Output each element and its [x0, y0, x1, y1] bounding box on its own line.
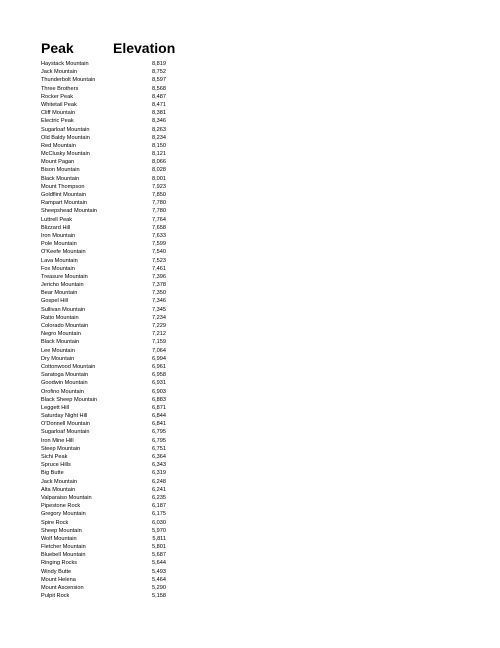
table-row — [41, 388, 166, 396]
peak-name-cell: Cliff Mountain — [41, 110, 76, 117]
peak-name-cell: O'Donnell Mountain — [41, 421, 90, 428]
table-row — [41, 166, 166, 174]
table-row — [41, 322, 166, 330]
elevation-cell: 6,903 — [152, 388, 166, 395]
elevation-cell: 7,064 — [152, 347, 166, 354]
table-row — [41, 461, 166, 469]
table-row — [41, 150, 166, 158]
peak-name-cell: Black Sheep Mountain — [41, 396, 97, 403]
elevation-cell: 5,644 — [152, 560, 166, 567]
elevation-cell: 6,931 — [152, 380, 166, 387]
table-row — [41, 371, 166, 379]
peak-name-cell: Jack Mountain — [41, 478, 78, 485]
table-row — [41, 347, 166, 355]
table-row — [41, 289, 166, 297]
table-row — [41, 437, 166, 445]
table-row — [41, 101, 166, 109]
elevation-cell: 6,175 — [152, 511, 166, 518]
table-row — [41, 297, 166, 305]
peak-name-cell: Valparaiso Mountain — [41, 494, 92, 501]
table-row — [41, 428, 166, 436]
elevation-cell: 8,819 — [152, 61, 166, 67]
table-row — [41, 216, 166, 224]
elevation-cell: 8,752 — [152, 69, 166, 76]
peak-name-cell: Black Mountain — [41, 175, 80, 182]
peak-name-cell: Mount Helena — [41, 576, 76, 583]
peak-name-cell: Red Mountain — [41, 142, 76, 149]
table-row — [41, 76, 166, 84]
table-row — [41, 199, 166, 207]
peak-name-cell: Haystack Mountain — [41, 61, 89, 67]
elevation-cell: 6,883 — [152, 396, 166, 403]
table-row — [41, 527, 166, 535]
elevation-cell: 6,841 — [152, 421, 166, 428]
table-row — [41, 494, 166, 502]
table-row — [41, 568, 166, 576]
elevation-cell: 5,493 — [152, 568, 166, 575]
peak-name-cell: McClusky Mountain — [41, 151, 90, 158]
table-row — [41, 60, 166, 68]
table-row — [41, 478, 166, 486]
peak-name-cell: Orofino Mountain — [41, 388, 84, 395]
peak-name-cell: Gospel Hill — [41, 298, 69, 305]
peak-name-cell: Whitetail Peak — [41, 101, 77, 108]
elevation-cell: 7,234 — [152, 314, 166, 321]
peak-name-cell: Sugarloaf Mountain — [41, 126, 90, 133]
elevation-cell: 7,212 — [152, 331, 166, 338]
peak-name-cell: Black Mountain — [41, 339, 80, 346]
table-row — [41, 543, 166, 551]
peak-name-cell: Iron Mine Hill — [41, 437, 74, 444]
elevation-cell: 6,961 — [152, 363, 166, 370]
table-row — [41, 445, 166, 453]
elevation-cell: 6,187 — [152, 503, 166, 510]
peak-name-cell: Windy Butte — [41, 568, 72, 575]
elevation-cell: 5,464 — [152, 576, 166, 583]
table-row — [41, 183, 166, 191]
elevation-cell: 5,290 — [152, 585, 166, 591]
peak-name-cell: Blizzard Hill — [41, 224, 71, 231]
peak-name-cell: Old Baldy Mountain — [41, 134, 90, 141]
peak-name-cell: Jack Mountain — [41, 69, 78, 76]
table-row — [41, 576, 166, 584]
elevation-cell: 6,994 — [152, 355, 166, 362]
peak-name-cell: Negro Mountain — [41, 331, 81, 338]
peak-name-cell: O'Keefe Mountain — [41, 249, 86, 256]
peak-name-cell: Fletcher Mountain — [41, 544, 86, 551]
elevation-cell: 8,150 — [152, 142, 166, 149]
table-row — [41, 257, 166, 265]
peak-name-cell: Treasure Mountain — [41, 273, 88, 280]
elevation-cell: 6,795 — [152, 437, 166, 444]
elevation-cell: 7,923 — [152, 183, 166, 190]
table-row — [41, 93, 166, 101]
elevation-cell: 8,471 — [152, 101, 166, 108]
table-row — [41, 355, 166, 363]
peak-name-cell: Pipestone Rock — [41, 503, 81, 510]
table-row — [41, 175, 166, 183]
elevation-cell: 5,801 — [152, 544, 166, 551]
peak-name-cell: Mount Ascension — [41, 585, 84, 591]
elevation-cell: 5,811 — [152, 535, 166, 542]
peak-name-cell: Steep Mountain — [41, 445, 81, 452]
table-row — [41, 248, 166, 256]
elevation-cell: 8,028 — [152, 167, 166, 174]
elevation-cell: 7,345 — [152, 306, 166, 313]
peak-name-cell: Three Brothers — [41, 85, 79, 92]
peak-name-cell: Cottonwood Mountain — [41, 363, 96, 370]
table-row — [41, 85, 166, 93]
elevation-cell: 6,844 — [152, 413, 166, 420]
elevation-column-header: Elevation — [113, 40, 176, 56]
peak-name-cell: Luttrell Peak — [41, 216, 73, 223]
table-row — [41, 535, 166, 543]
peak-name-cell: Sugarloaf Mountain — [41, 429, 90, 436]
table-row — [41, 453, 166, 461]
elevation-cell: 6,241 — [152, 486, 166, 493]
peak-column-header: Peak — [41, 40, 74, 56]
elevation-cell: 7,658 — [152, 224, 166, 231]
table-row — [41, 224, 166, 232]
table-row — [41, 559, 166, 567]
elevation-cell: 5,970 — [152, 527, 166, 534]
peak-name-cell: Pole Mountain — [41, 241, 77, 248]
table-row — [41, 338, 166, 346]
table-row — [41, 592, 166, 600]
table-row — [41, 469, 166, 477]
table-row — [41, 330, 166, 338]
peak-table — [41, 60, 166, 600]
elevation-cell: 7,461 — [152, 265, 166, 272]
elevation-cell: 6,958 — [152, 372, 166, 379]
peak-name-cell: Colorado Mountain — [41, 323, 89, 329]
elevation-cell: 7,633 — [152, 232, 166, 239]
elevation-cell: 8,001 — [152, 175, 166, 182]
table-row — [41, 281, 166, 289]
peak-name-cell: Leggett Hill — [41, 404, 69, 411]
elevation-cell: 5,687 — [152, 552, 166, 559]
table-row — [41, 486, 166, 494]
peak-name-cell: Fox Mountain — [41, 265, 75, 272]
peak-name-cell: Gregory Mountain — [41, 511, 86, 518]
elevation-cell: 8,121 — [152, 151, 166, 158]
elevation-cell: 7,159 — [152, 339, 166, 346]
table-row — [41, 191, 166, 199]
peak-name-cell: Wolf Mountain — [41, 535, 77, 542]
table-row — [41, 363, 166, 371]
elevation-cell: 7,780 — [152, 200, 166, 207]
peak-name-cell: Thunderbolt Mountain — [41, 77, 96, 84]
elevation-cell: 6,751 — [152, 445, 166, 452]
table-row — [41, 232, 166, 240]
elevation-cell: 7,378 — [152, 282, 166, 289]
table-row — [41, 396, 166, 404]
peak-name-cell: Mount Pagan — [41, 159, 75, 166]
peak-name-cell: Ratio Mountain — [41, 314, 79, 321]
peak-name-cell: Goldflint Mountain — [41, 192, 87, 198]
table-row — [41, 142, 166, 150]
table-row — [41, 117, 166, 125]
elevation-cell: 6,364 — [152, 454, 166, 460]
table-row — [41, 265, 166, 273]
peak-name-cell: Alta Mountain — [41, 486, 76, 493]
peak-name-cell: Dry Mountain — [41, 355, 75, 362]
elevation-cell: 7,229 — [152, 323, 166, 329]
elevation-cell: 7,764 — [152, 216, 166, 223]
elevation-cell: 6,235 — [152, 494, 166, 501]
elevation-cell: 8,597 — [152, 77, 166, 84]
table-row — [41, 420, 166, 428]
peak-name-cell: Jericho Mountain — [41, 282, 84, 289]
elevation-cell: 6,795 — [152, 429, 166, 436]
table-row — [41, 404, 166, 412]
table-row — [41, 207, 166, 215]
table-row — [41, 412, 166, 420]
table-row — [41, 134, 166, 142]
peak-name-cell: Spruce Hills — [41, 462, 71, 469]
elevation-cell: 8,381 — [152, 110, 166, 117]
peak-name-cell: Big Butte — [41, 470, 64, 477]
peak-name-cell: Mount Thompson — [41, 183, 85, 190]
table-header — [41, 39, 176, 57]
table-row — [41, 519, 166, 527]
peak-name-cell: Bison Mountain — [41, 167, 80, 174]
elevation-cell: 6,248 — [152, 478, 166, 485]
peak-name-cell: Electric Peak — [41, 118, 74, 125]
table-row — [41, 314, 166, 322]
peak-name-cell: Goodwin Mountain — [41, 380, 88, 387]
table-row — [41, 68, 166, 76]
peak-name-cell: Sheepshead Mountain — [41, 208, 97, 215]
table-row — [41, 240, 166, 248]
table-row — [41, 273, 166, 281]
elevation-cell: 7,396 — [152, 273, 166, 280]
peak-name-cell: Lee Mountain — [41, 347, 75, 354]
peak-name-cell: Sheep Mountain — [41, 527, 82, 534]
table-row — [41, 510, 166, 518]
elevation-cell: 8,234 — [152, 134, 166, 141]
elevation-cell: 7,599 — [152, 241, 166, 248]
peak-name-cell: Ringing Rocks — [41, 560, 78, 567]
peak-name-cell: Sullivan Mountain — [41, 306, 86, 313]
elevation-cell: 7,346 — [152, 298, 166, 305]
peak-name-cell: Lava Mountain — [41, 257, 78, 264]
peak-name-cell: Saratoga Mountain — [41, 372, 89, 379]
elevation-cell: 7,523 — [152, 257, 166, 264]
peak-name-cell: Rocker Peak — [41, 93, 74, 100]
peak-name-cell: Pulpit Rock — [41, 593, 70, 600]
elevation-cell: 5,158 — [152, 593, 166, 600]
elevation-cell: 7,780 — [152, 208, 166, 215]
table-row — [41, 109, 166, 117]
peak-name-cell: Sichi Peak — [41, 454, 68, 460]
peak-name-cell: Rampart Mountain — [41, 200, 88, 207]
elevation-cell: 7,540 — [152, 249, 166, 256]
elevation-cell: 8,263 — [152, 126, 166, 133]
elevation-cell: 6,319 — [152, 470, 166, 477]
elevation-cell: 7,350 — [152, 290, 166, 297]
table-row — [41, 551, 166, 559]
elevation-cell: 8,568 — [152, 85, 166, 92]
elevation-cell: 6,871 — [152, 404, 166, 411]
peak-name-cell: Saturday Night Hill — [41, 413, 88, 420]
elevation-cell: 8,487 — [152, 93, 166, 100]
table-row — [41, 502, 166, 510]
peak-name-cell: Iron Mountain — [41, 232, 76, 239]
table-row — [41, 306, 166, 314]
table-row — [41, 126, 166, 134]
elevation-cell: 6,343 — [152, 462, 166, 469]
elevation-cell: 7,850 — [152, 192, 166, 198]
elevation-cell: 8,066 — [152, 159, 166, 166]
peak-name-cell: Spire Rock — [41, 519, 69, 526]
peak-name-cell: Bear Mountain — [41, 290, 78, 297]
peak-name-cell: Bluebell Mountain — [41, 552, 86, 559]
elevation-cell: 6,030 — [152, 519, 166, 526]
table-row — [41, 158, 166, 166]
table-row — [41, 379, 166, 387]
elevation-cell: 8,346 — [152, 118, 166, 125]
table-row — [41, 584, 166, 592]
